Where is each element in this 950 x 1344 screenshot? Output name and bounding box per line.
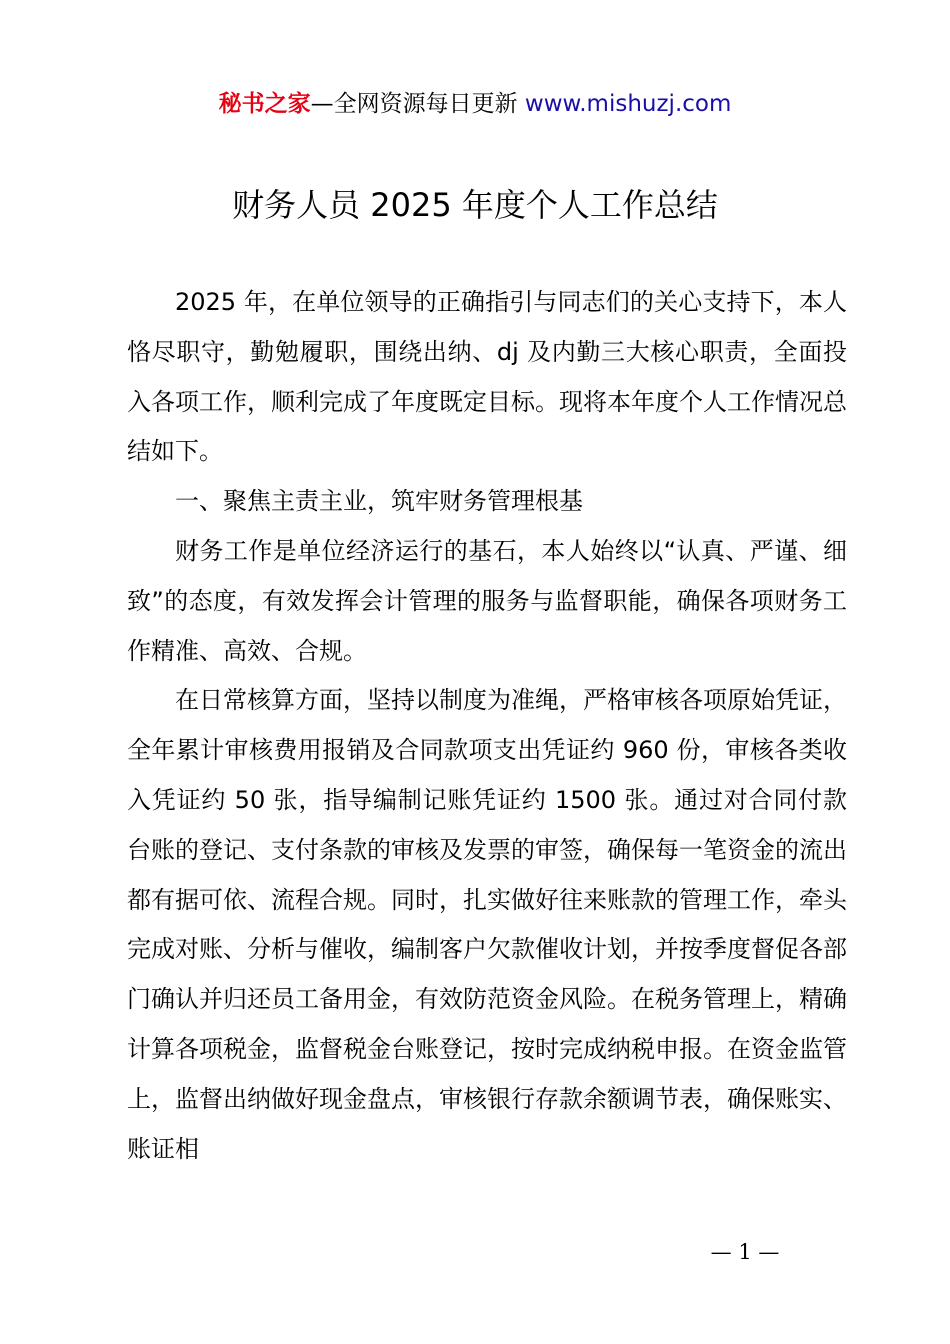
paragraph-section-1-overview: 财务工作是单位经济运行的基石，本人始终以“认真、严谨、细致”的态度，有效发挥会计管理的服务与监督职能，确保各项财务工作精准、高效、合规。 — [127, 536, 847, 665]
site-tagline: —全网资源每日更新 — [310, 91, 525, 117]
paragraph-intro: 2025 年，在单位领导的正确指引与同志们的关心支持下，本人恪尽职守，勤勉履职，围绕出纳、dj 及内勤三大核心职责，全面投入各项工作，顺利完成了年度既定目标。现将本年度个人工作情况总结如下。 — [127, 288, 847, 466]
paragraph-daily-accounting: 在日常核算方面，坚持以制度为准绳，严格审核各项原始凭证，全年累计审核费用报销及合同款项支出凭证约 960 份，审核各类收入凭证约 50 张，指导编制记账凭证约 1500 张。通过对合同付款台账的登记、支付条款的审核及发票的审签，确保每一笔资金的流出都有据可依、流程合规。同时，扎实做好往来账款的管理工作，牵头完成对账、分析与催收，编制客户欠款催收计划，并按季度督促各部门确认并归还员工备用金，有效防范资金风险。在税务管理上，精确计算各项税金，监督税金台账登记，按时完成纳税申报。在资金监管上，监督出纳做好现金盘点，审核银行存款余额调节表，确保账实、账证相 — [127, 686, 847, 1163]
document-body — [127, 278, 847, 1174]
section-heading-1: 一、聚焦主责主业，筑牢财务管理根基 — [175, 487, 583, 516]
site-brand: 秘书之家 — [218, 91, 311, 117]
site-header — [0, 86, 950, 122]
site-url-link[interactable]: www.mishuzj.com — [524, 91, 732, 117]
page-number: — 1 — — [710, 1240, 780, 1264]
document-title: 财务人员 2025 年度个人工作总结 — [232, 186, 718, 224]
